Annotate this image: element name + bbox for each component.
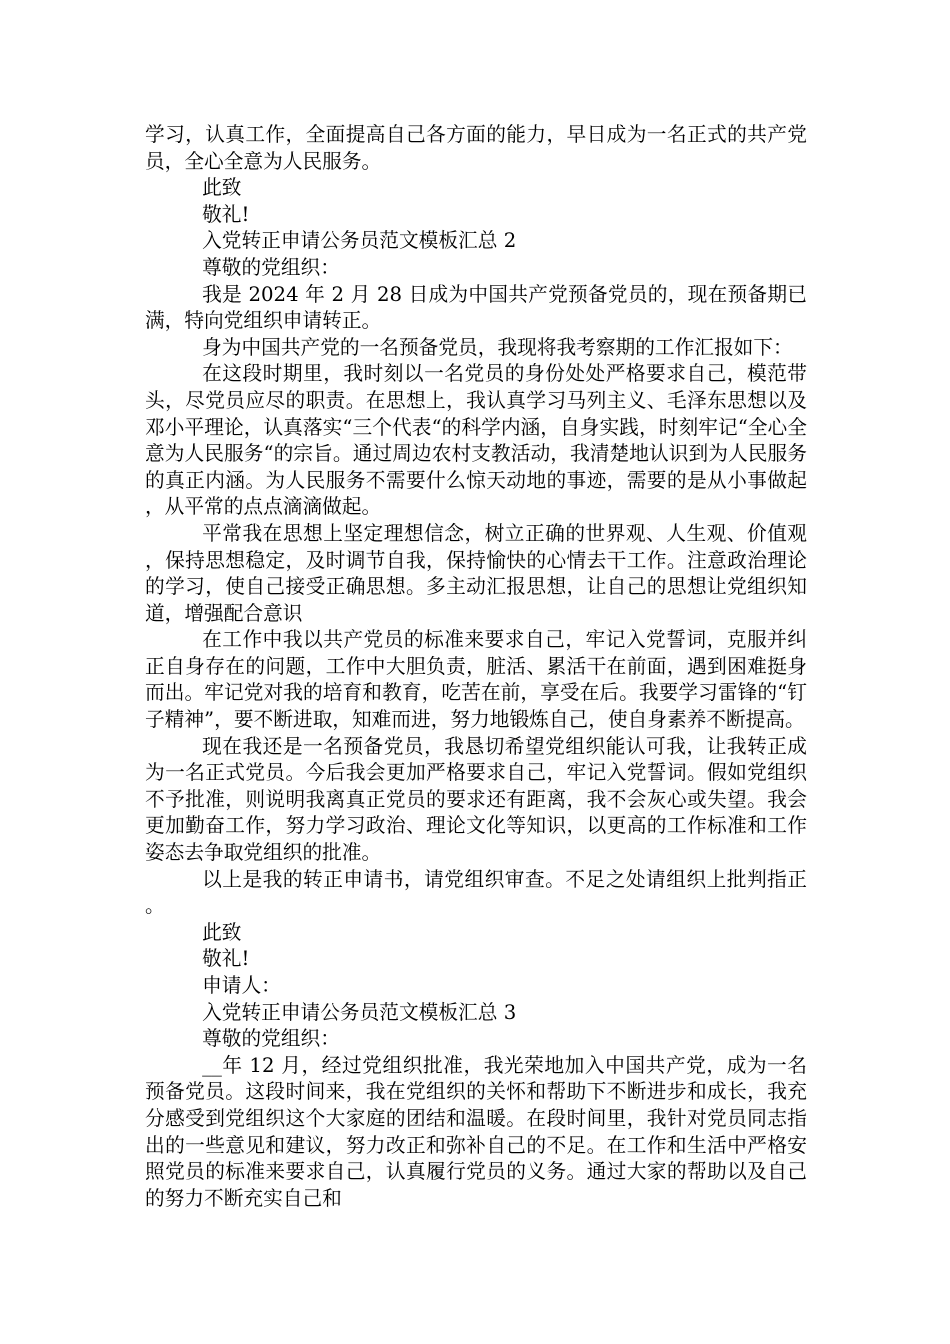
closing-jingli: 敬礼! xyxy=(202,947,250,971)
paragraph: 现在我还是一名预备党员，我恳切希望党组织能认可我，让我转正成为一名正式党员。今后我会更加严格要求自己，牢记入党誓词。假如党组织不予批准，则说明我离真正党员的要求还有距离，我不会灰心或失望。我会更加勤奋工作，努力学习政治、理论文化等知识，以更高的工作标准和工作姿态去争取党组织的批准。 xyxy=(145,734,807,865)
salutation: 尊敬的党组织： xyxy=(202,255,340,279)
paragraph: 在这段时期里，我时刻以一名党员的身份处处严格要求自己，模范带头，尽党员应尽的职责。在思想上，我认真学习马列主义、毛泽东思想以及邓小平理论，认真落实“三个代表“的科学内涵，自身实践，时刻牢记“全心全意为人民服务“的宗旨。通过周边农村支教活动，我清楚地认识到为人民服务的真正内涵。为人民服务不需要什么惊天动地的事迹，需要的是从小事做起，从平常的点点滴滴做起。 xyxy=(145,362,807,519)
document-body xyxy=(145,122,807,1212)
paragraph: 在工作中我以共产党员的标准来要求自己，牢记入党誓词，克服并纠正自身存在的问题，工作中大胆负责，脏活、累活干在前面，遇到困难挺身而出。牢记党对我的培育和教育，吃苦在前，享受在后。我要学习雷锋的“钉子精神”，要不断进取，知难而进，努力地锻炼自己，使自身素养不断提高。 xyxy=(145,628,807,732)
paragraph: __年 12 月，经过党组织批准，我光荣地加入中国共产党，成为一名预备党员。这段时间来，我在党组织的关怀和帮助下不断进步和成长，我充分感受到党组织这个大家庭的团结和温暖。在段时间里，我针对党员同志指出的一些意见和建议，努力改正和弥补自己的不足。在工作和生活中严格安照党员的标准来要求自己，认真履行党员的义务。通过大家的帮助以及自己的努力不断充实自己和 xyxy=(145,1053,807,1210)
closing-cizhi: 此致 xyxy=(202,176,242,200)
closing-jingli: 敬礼! xyxy=(202,202,250,226)
paragraph-continuation: 学习，认真工作，全面提高自己各方面的能力，早日成为一名正式的共产党员，全心全意为人民服务。 xyxy=(145,123,807,173)
section-title-3: 入党转正申请公务员范文模板汇总 3 xyxy=(202,1000,517,1024)
closing-cizhi: 此致 xyxy=(202,920,242,944)
paragraph: 身为中国共产党的一名预备党员，我现将我考察期的工作汇报如下： xyxy=(202,335,793,359)
salutation: 尊敬的党组织： xyxy=(202,1027,340,1051)
paragraph: 以上是我的转正申请书，请党组织审查。不足之处请组织上批判指正。 xyxy=(145,867,807,918)
paragraph: 平常我在思想上坚定理想信念，树立正确的世界观、人生观、价值观，保持思想稳定，及时调节自我，保持愉快的心情去干工作。注意政治理论的学习，使自己接受正确思想。多主动汇报思想，让自己的思想让党组织知道，增强配合意识 xyxy=(145,521,807,625)
applicant-label: 申请人： xyxy=(202,974,281,997)
section-title-2: 入党转正申请公务员范文模板汇总 2 xyxy=(202,229,517,253)
paragraph: 我是 2024 年 2 月 28 日成为中国共产党预备党员的，现在预备期已满，特向党组织申请转正。 xyxy=(145,282,807,333)
